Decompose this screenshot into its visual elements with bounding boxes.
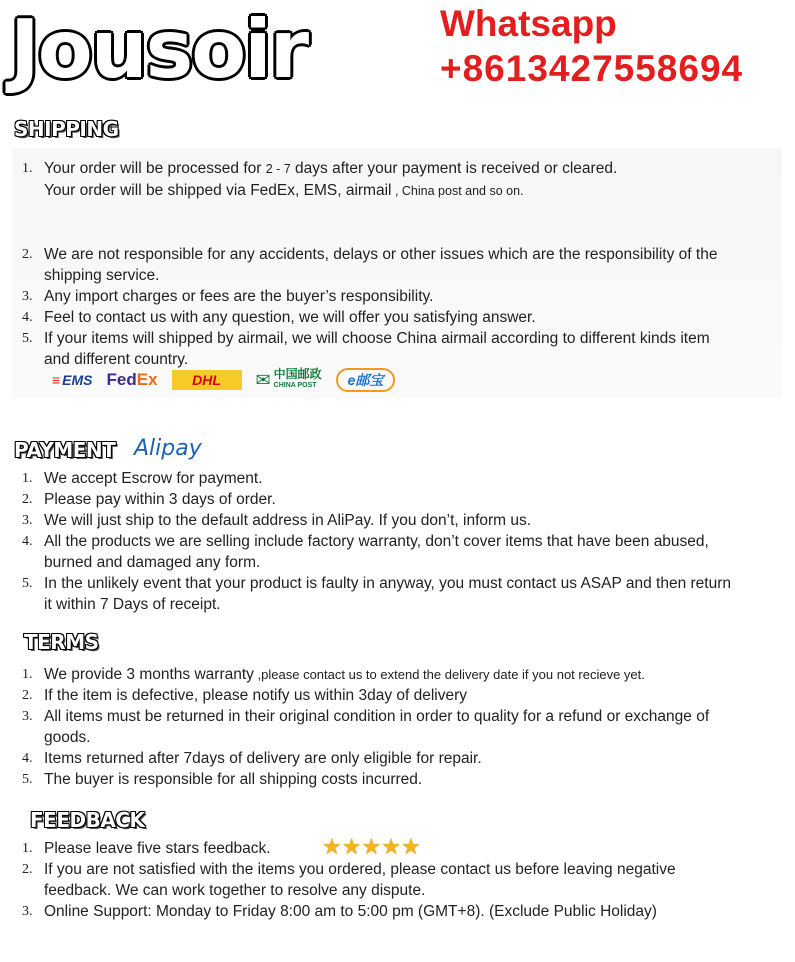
carrier-text [274,369,322,391]
carrier-text: Ex [136,370,158,389]
list-number: 2. [22,862,33,877]
list-item [22,531,742,573]
list-item [22,510,742,531]
list-text: Please leave five stars feedback. [44,840,271,857]
list-number: 2. [22,247,33,262]
list-text: Online Support: Monday to Friday 8:00 am to 5:00 pm (GMT+8). (Exclude Public Holiday) [44,903,657,920]
carrier-text: CHINA POST [273,382,317,389]
list-text: , China post and so on. [391,184,524,198]
brand-name: Jousoir [10,3,308,96]
contact-block [440,2,743,92]
list-text: We will just ship to the default address in AliPay. If you don’t, inform us. [44,512,532,529]
list-text: We are not responsible for any accidents, delays or other issues which are the responsibility of the shipping service. [44,246,718,284]
list-number: 3. [22,709,33,724]
list-text: The buyer is responsible for all shipping costs incurred. [44,771,423,788]
carrier-text: ≡ [52,372,61,388]
whatsapp-phone: +8613427558694 [440,48,744,89]
list-text: Any import charges or fees are the buyer’s responsibility. [44,288,434,305]
list-number: 1. [22,667,33,682]
payment-list [22,468,742,615]
list-text: If you are not satisfied with the items you ordered, please contact us before leaving negative feedback. We can work together to resolve any dispute. [44,861,676,899]
list-number: 5. [22,772,33,787]
list-item [22,573,742,615]
star-icon: ★ [361,834,382,859]
shipping-list [22,158,722,202]
star-icon: ★ [341,834,362,859]
list-item [22,748,792,769]
list-number: 3. [22,904,33,919]
feedback-title: FEEDBACK [30,808,145,832]
list-item [22,468,742,489]
list-number: 4. [22,534,33,549]
list-item [22,685,792,706]
star-icon: ★ [400,834,421,859]
list-number: 4. [22,310,33,325]
list-item [22,489,742,510]
carrier-text: Fed [106,370,137,389]
list-text: If the item is defective, please notify us within 3day of delivery [44,687,468,704]
carrier-logos [52,366,395,394]
payment-title: PAYMENT [14,438,116,462]
shipping-list-2 [22,244,722,370]
list-item [22,328,722,370]
list-text: We provide 3 months warranty [44,666,254,683]
star-icon: ★ [381,834,401,859]
five-stars-rating [322,836,421,858]
list-item [22,664,792,685]
carrier-text: 中国邮政 [273,367,322,381]
list-number: 4. [22,751,33,766]
list-text: Your order will be shipped via FedEx, EMS, airmail [44,182,392,199]
list-item [22,158,722,202]
list-number: 5. [22,576,33,591]
list-number: 5. [22,331,33,346]
list-item [22,769,792,790]
list-number: 2. [22,492,33,507]
china-post-logo [256,369,322,391]
eyoubao-logo: e邮宝 [336,368,396,392]
list-number: 1. [22,161,33,176]
list-text: In the unlikely event that your product is faulty in anyway, you must contact us ASAP and then return it within 7 Days of receipt. [44,575,731,613]
fedex-logo [107,370,158,390]
list-text: All items must be returned in their original condition in order to quality for a refund or exchange of goods. [44,708,710,746]
list-text: We accept Escrow for payment. [44,470,263,487]
shipping-title: SHIPPING [14,117,119,141]
list-number: 3. [22,513,33,528]
list-text: 2 - 7 [265,162,291,176]
list-number: 3. [22,289,33,304]
terms-list [22,664,792,790]
star-icon: ★ [322,834,342,859]
list-text: ,please contact us to extend the delivery date if you not recieve yet. [253,667,645,682]
dhl-logo: DHL [172,370,242,390]
ems-logo [52,372,93,388]
terms-title: TERMS [24,630,99,654]
alipay-logo: Alipay [134,436,202,461]
list-number: 2. [22,688,33,703]
whatsapp-label: Whatsapp [440,3,617,44]
list-item [22,286,722,307]
list-text: Your order will be processed for [44,160,266,177]
list-text: All the products we are selling include factory warranty, don’t cover items that have been abused, burned and damaged any form. [44,533,709,571]
list-number: 1. [22,471,33,486]
list-text: Feel to contact us with any question, we will offer you satisfying answer. [44,309,536,326]
carrier-text: EMS [62,372,93,388]
list-item [22,901,742,922]
list-item [22,706,744,748]
list-text: If your items will shipped by airmail, we will choose China airmail according to different kinds item and different country. [44,330,710,368]
china-post-icon: ✉ [255,369,271,390]
list-text: Please pay within 3 days of order. [44,491,276,508]
list-text: Items returned after 7days of delivery are only eligible for repair. [44,750,482,767]
list-item [22,307,722,328]
list-text: days after your payment is received or cleared. [290,160,618,177]
brand-logo [10,2,420,98]
list-item [22,859,742,901]
list-number: 1. [22,841,33,856]
list-item [22,244,722,286]
